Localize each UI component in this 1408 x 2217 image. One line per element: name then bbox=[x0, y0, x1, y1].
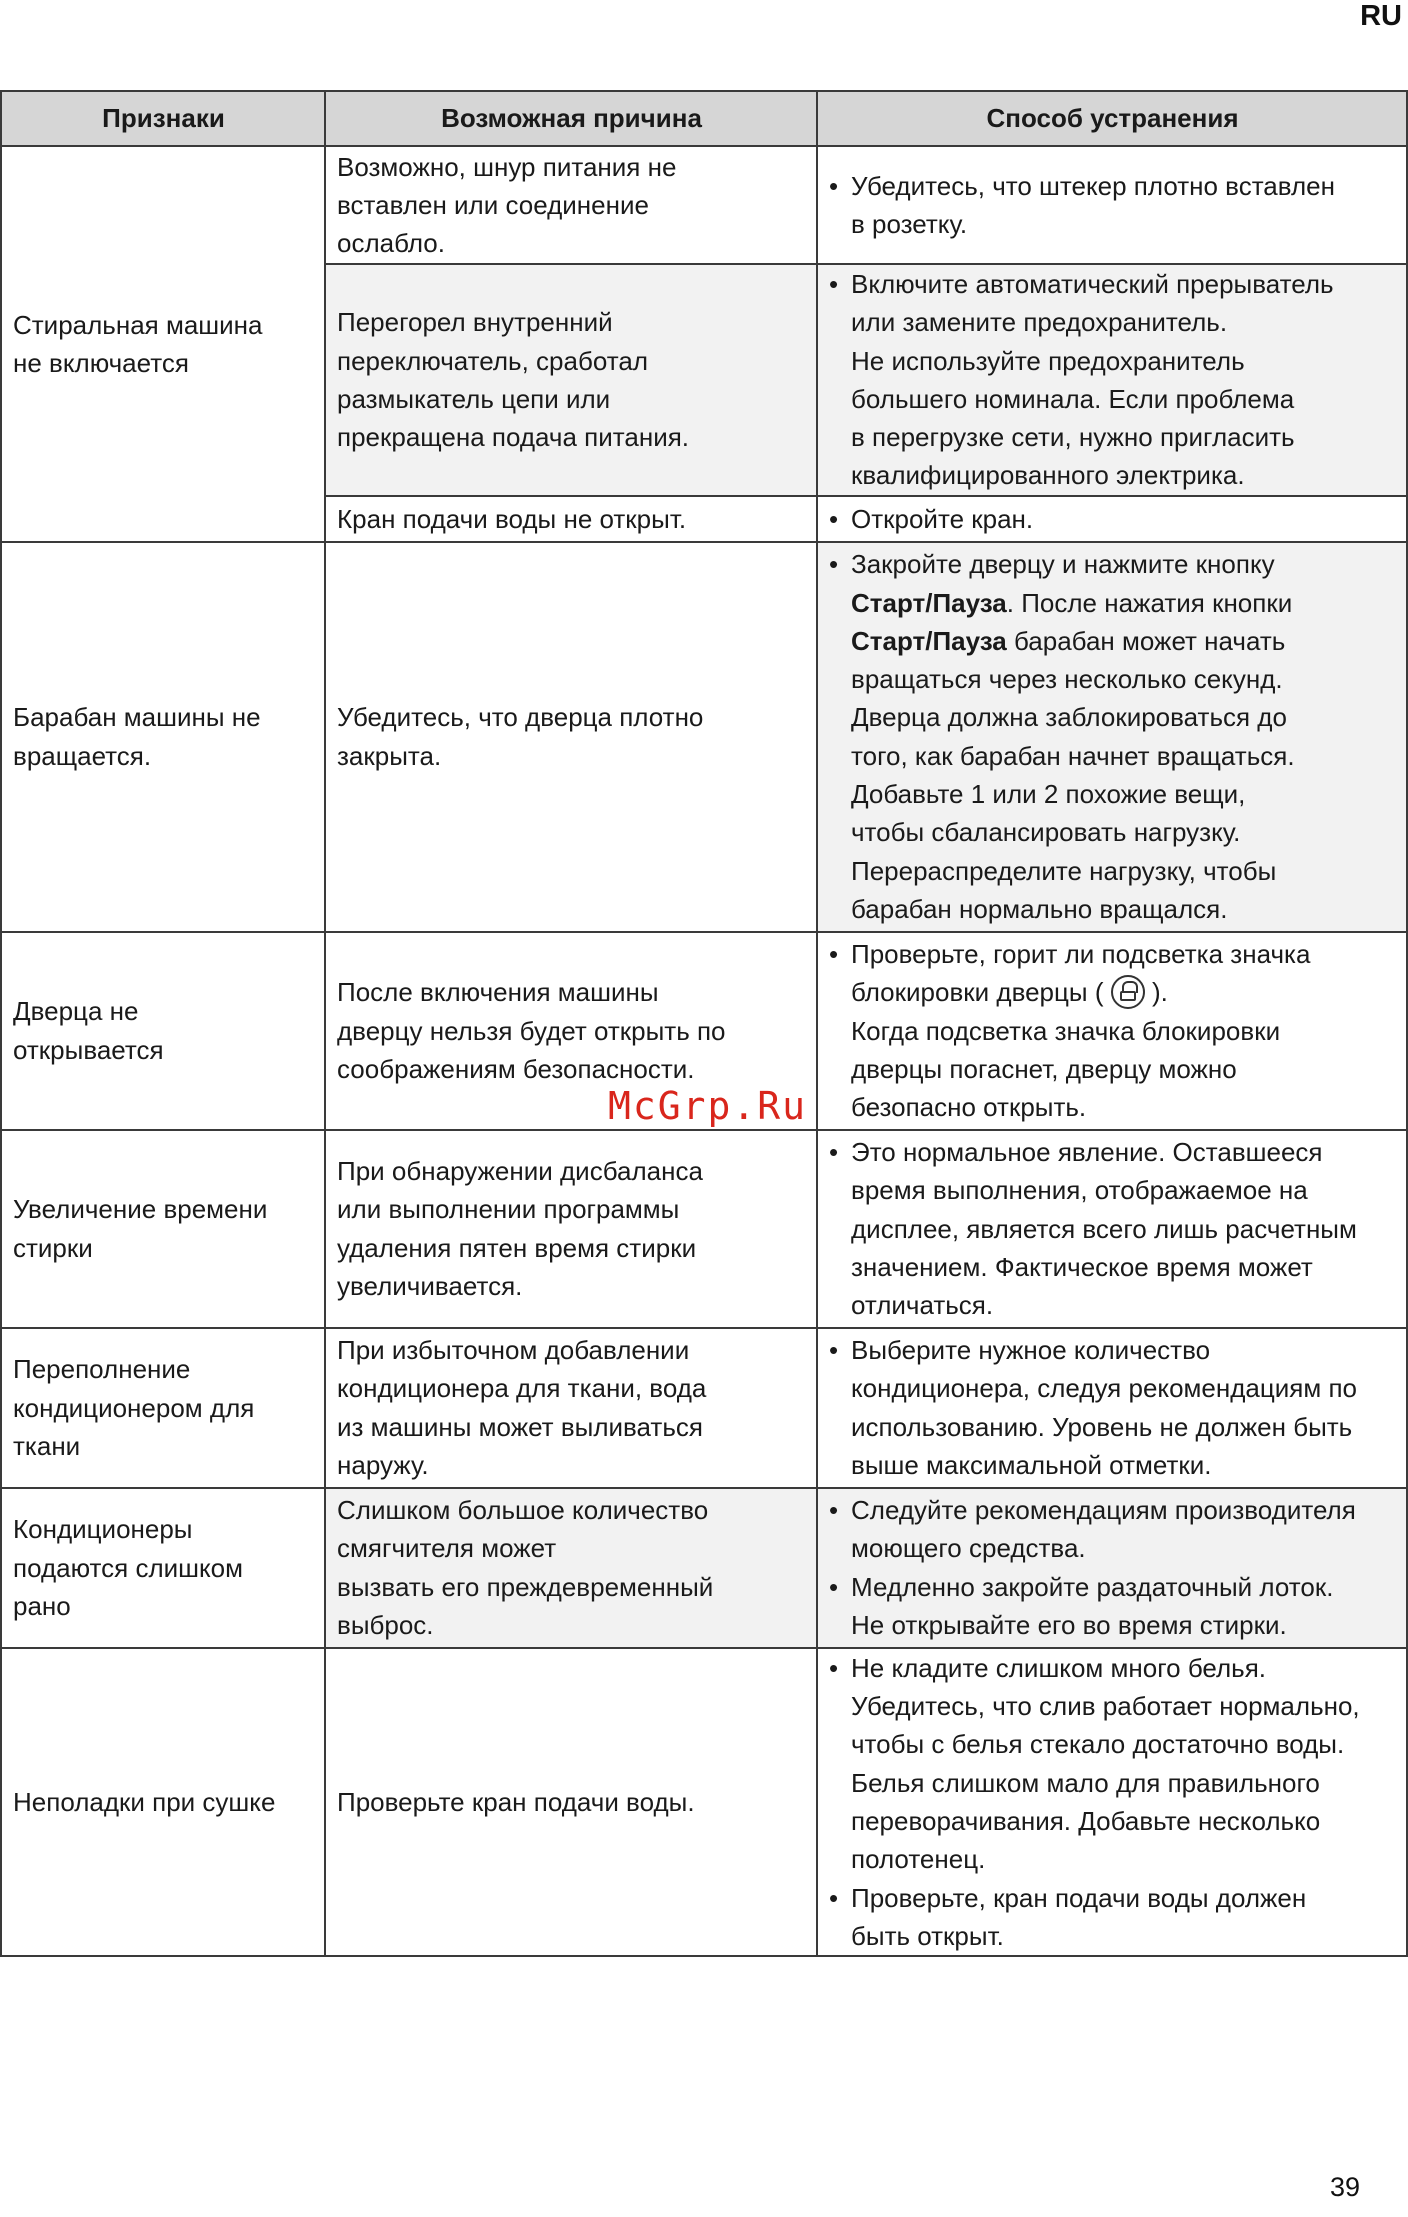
symptom-cell bbox=[1, 146, 325, 542]
solution-text: барабан может начать bbox=[1006, 625, 1286, 656]
cause-text: закрыта. bbox=[337, 740, 442, 771]
symptom-text: открывается bbox=[13, 1034, 164, 1065]
cause-cell bbox=[325, 1488, 817, 1648]
solution-text: Убедитесь, что слив работает нормально, bbox=[851, 1691, 1360, 1722]
solution-text: Не открывайте его во время стирки. bbox=[851, 1610, 1287, 1641]
cause-cell bbox=[325, 264, 817, 496]
symptom-cell bbox=[1, 1130, 325, 1328]
cause-cell bbox=[325, 1328, 817, 1488]
solution-text: • Медленно закройте раздаточный лоток. bbox=[851, 1571, 1334, 1602]
cause-text: переключатель, сработал bbox=[337, 345, 648, 376]
table-row bbox=[1, 1648, 1407, 1956]
symptom-text: вращается. bbox=[13, 740, 152, 771]
solution-text: большего номинала. Если проблема bbox=[851, 383, 1295, 414]
solution-item bbox=[829, 500, 1396, 538]
solution-item bbox=[829, 167, 1396, 244]
cause-text: смягчителя может bbox=[337, 1533, 557, 1564]
solution-cell bbox=[817, 1648, 1407, 1956]
cause-cell bbox=[325, 496, 817, 542]
page-number: 39 bbox=[1329, 2172, 1360, 2202]
solution-text bbox=[851, 584, 1396, 622]
solution-item bbox=[829, 1879, 1396, 1956]
solution-item bbox=[829, 265, 1396, 495]
table-row bbox=[1, 1488, 1407, 1648]
header-symptoms: Признаки bbox=[1, 91, 325, 146]
symptom-cell bbox=[1, 1648, 325, 1956]
solution-text: моющего средства. bbox=[851, 1533, 1086, 1564]
watermark-text: McGrp.Ru bbox=[608, 1084, 808, 1128]
cause-text: Проверьте кран подачи воды. bbox=[337, 1786, 695, 1817]
symptom-cell bbox=[1, 1488, 325, 1648]
table-row bbox=[1, 542, 1407, 932]
solution-cell bbox=[817, 264, 1407, 496]
solution-text: в перегрузке сети, нужно пригласить bbox=[851, 422, 1295, 453]
table-row bbox=[1, 1328, 1407, 1488]
solution-cell bbox=[817, 932, 1407, 1130]
solution-text: • Это нормальное явление. Оставшееся bbox=[851, 1137, 1323, 1168]
header-solution: Способ устранения bbox=[817, 91, 1407, 146]
solution-item bbox=[829, 1133, 1396, 1324]
solution-text: • Откройте кран. bbox=[851, 503, 1034, 534]
cause-text: Возможно, шнур питания не bbox=[337, 151, 677, 182]
door-lock-icon bbox=[1111, 975, 1145, 1009]
solution-cell bbox=[817, 496, 1407, 542]
solution-text: • Включите автоматический прерыватель bbox=[851, 269, 1334, 299]
cause-text: вызвать его преждевременный bbox=[337, 1571, 714, 1602]
solution-cell bbox=[817, 542, 1407, 932]
solution-item bbox=[829, 1491, 1396, 1568]
solution-text: • Убедитесь, что штекер плотно вставлен bbox=[851, 170, 1335, 201]
symptom-cell bbox=[1, 1328, 325, 1488]
solution-text: дисплее, является всего лишь расчетным bbox=[851, 1213, 1357, 1244]
cause-text: дверцу нельзя будет открыть по bbox=[337, 1015, 726, 1046]
solution-text: квалифицированного электрика. bbox=[851, 460, 1245, 491]
solution-cell bbox=[817, 1328, 1407, 1488]
solution-text: дверцы погаснет, дверцу можно bbox=[851, 1053, 1237, 1084]
symptom-cell bbox=[1, 542, 325, 932]
solution-text: блокировки дверцы ( bbox=[851, 977, 1104, 1008]
solution-text: . После нажатия кнопки bbox=[1006, 587, 1293, 618]
troubleshooting-table bbox=[0, 90, 1408, 1957]
solution-text: Перераспределите нагрузку, чтобы bbox=[851, 855, 1277, 886]
cause-text: прекращена подача питания. bbox=[337, 422, 690, 453]
cause-text: При обнаружении дисбаланса bbox=[337, 1156, 703, 1187]
cause-text: Слишком большое количество bbox=[337, 1495, 709, 1526]
cause-text: При избыточном добавлении bbox=[337, 1335, 690, 1366]
solution-item bbox=[829, 1331, 1396, 1484]
cause-text: Кран подачи воды не открыт. bbox=[337, 503, 687, 534]
solution-text: быть открыт. bbox=[851, 1920, 1004, 1951]
solution-text bbox=[851, 622, 1396, 660]
symptom-text: Увеличение времени bbox=[13, 1194, 268, 1225]
cause-text: После включения машины bbox=[337, 977, 659, 1008]
solution-text: значением. Фактическое время может bbox=[851, 1251, 1313, 1282]
solution-text: • Проверьте, горит ли подсветка значка bbox=[851, 939, 1311, 970]
solution-item bbox=[829, 545, 1396, 928]
symptom-text: стирки bbox=[13, 1232, 93, 1263]
cause-text: вставлен или соединение bbox=[337, 189, 649, 220]
solution-text: в розетку. bbox=[851, 209, 968, 239]
symptom-text: рано bbox=[13, 1590, 71, 1621]
solution-item bbox=[829, 1649, 1396, 1879]
cause-text: соображениям безопасности. bbox=[337, 1053, 695, 1084]
solution-text: • Следуйте рекомендациям производителя bbox=[851, 1495, 1356, 1526]
cause-text: увеличивается. bbox=[337, 1271, 523, 1302]
solution-text: Когда подсветка значка блокировки bbox=[851, 1015, 1281, 1046]
symptom-text: Кондиционеры bbox=[13, 1514, 193, 1545]
solution-cell bbox=[817, 146, 1407, 264]
solution-text: или замените предохранитель. bbox=[851, 307, 1228, 338]
solution-cell bbox=[817, 1130, 1407, 1328]
symptom-text: Барабан машины не bbox=[13, 702, 261, 733]
solution-item bbox=[829, 935, 1396, 1126]
start-pause-button-name: Старт/Пауза bbox=[851, 587, 1007, 618]
solution-text: чтобы сбалансировать нагрузку. bbox=[851, 817, 1241, 848]
table-header-row bbox=[1, 91, 1407, 146]
cause-text: ослабло. bbox=[337, 228, 445, 259]
symptom-text: кондиционером для bbox=[13, 1392, 255, 1423]
cause-text: Убедитесь, что дверца плотно bbox=[337, 702, 704, 733]
symptom-cell bbox=[1, 932, 325, 1130]
solution-text: отличаться. bbox=[851, 1290, 994, 1321]
symptom-text: Стиральная машина bbox=[13, 309, 263, 340]
solution-text: выше максимальной отметки. bbox=[851, 1450, 1212, 1481]
solution-text: • Проверьте, кран подачи воды должен bbox=[851, 1882, 1307, 1913]
symptom-text: подаются слишком bbox=[13, 1552, 244, 1583]
solution-cell bbox=[817, 1488, 1407, 1648]
cause-cell bbox=[325, 146, 817, 264]
cause-cell bbox=[325, 1648, 817, 1956]
solution-text: Добавьте 1 или 2 похожие вещи, bbox=[851, 779, 1246, 810]
solution-text: чтобы с белья стекало достаточно воды. bbox=[851, 1729, 1345, 1760]
symptom-text: Неполадки при сушке bbox=[13, 1786, 276, 1817]
symptom-text: ткани bbox=[13, 1430, 81, 1461]
cause-text: удаления пятен время стирки bbox=[337, 1232, 697, 1263]
cause-text: кондиционера для ткани, вода bbox=[337, 1373, 707, 1404]
solution-text: использованию. Уровень не должен быть bbox=[851, 1411, 1353, 1442]
solution-text: Дверца должна заблокироваться до bbox=[851, 702, 1287, 733]
solution-text: барабан нормально вращался. bbox=[851, 893, 1228, 924]
start-pause-button-name: Старт/Пауза bbox=[851, 625, 1007, 656]
cause-cell bbox=[325, 1130, 817, 1328]
cause-text: размыкатель цепи или bbox=[337, 383, 611, 414]
solution-item bbox=[829, 1568, 1396, 1645]
solution-text: переворачивания. Добавьте несколько bbox=[851, 1805, 1321, 1836]
cause-cell bbox=[325, 542, 817, 932]
solution-text: • Закройте дверцу и нажмите кнопку bbox=[851, 549, 1275, 580]
language-label: RU bbox=[1360, 0, 1402, 32]
solution-text: Белья слишком мало для правильного bbox=[851, 1767, 1320, 1798]
cause-text: или выполнении программы bbox=[337, 1194, 680, 1225]
solution-text: безопасно открыть. bbox=[851, 1092, 1087, 1123]
solution-text: того, как барабан начнет вращаться. bbox=[851, 740, 1295, 771]
cause-text: наружу. bbox=[337, 1450, 429, 1481]
table-row bbox=[1, 146, 1407, 264]
solution-text: • Выберите нужное количество bbox=[851, 1335, 1211, 1366]
table-row bbox=[1, 1130, 1407, 1328]
solution-text: кондиционера, следуя рекомендациям по bbox=[851, 1373, 1357, 1404]
solution-text: • Не кладите слишком много белья. bbox=[851, 1652, 1267, 1683]
solution-text: ). bbox=[1151, 977, 1168, 1008]
solution-text: полотенец. bbox=[851, 1844, 986, 1875]
cause-text: из машины может выливаться bbox=[337, 1411, 703, 1442]
solution-text: время выполнения, отображаемое на bbox=[851, 1175, 1308, 1206]
symptom-text: Переполнение bbox=[13, 1354, 191, 1385]
cause-text: выброс. bbox=[337, 1610, 434, 1641]
solution-text: Не используйте предохранитель bbox=[851, 345, 1245, 376]
symptom-text: не включается bbox=[13, 347, 189, 378]
solution-text: вращаться через несколько секунд. bbox=[851, 664, 1283, 695]
cause-text: Перегорел внутренний bbox=[337, 307, 613, 338]
solution-text bbox=[851, 973, 1396, 1011]
symptom-text: Дверца не bbox=[13, 996, 139, 1027]
header-cause: Возможная причина bbox=[325, 91, 817, 146]
